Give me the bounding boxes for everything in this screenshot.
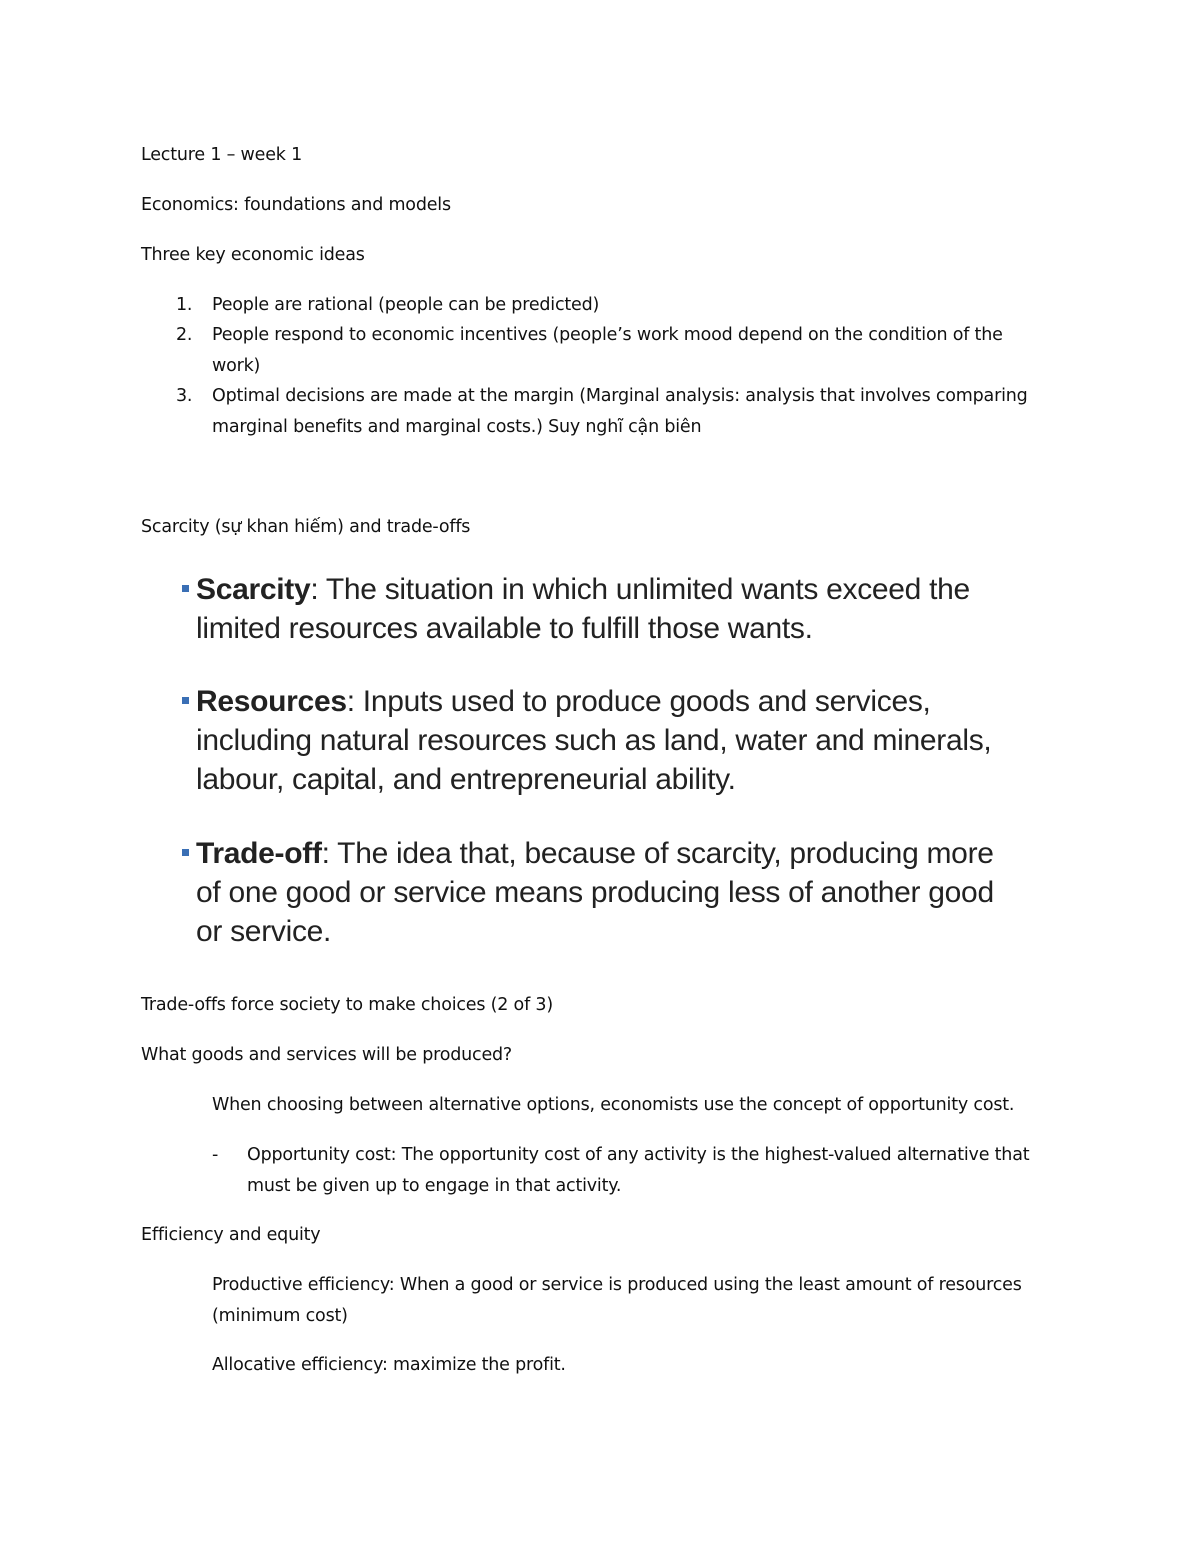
efficiency-heading: Efficiency and equity bbox=[141, 1225, 321, 1245]
slide-bullet bbox=[176, 570, 1026, 648]
slide-image bbox=[176, 560, 1036, 960]
bullet-definition: : The situation in which unlimited wants exceed the limited resources available to fulfill those wants. bbox=[196, 573, 970, 645]
bullet-square-icon bbox=[182, 697, 189, 704]
opportunity-intro: When choosing between alternative options, economists use the concept of opportunity cost. bbox=[212, 1095, 1015, 1115]
list-item bbox=[176, 381, 1056, 443]
productive-efficiency: Productive efficiency: When a good or service is produced using the least amount of resources (minimum cost) bbox=[212, 1275, 1022, 1326]
goods-question: What goods and services will be produced? bbox=[141, 1045, 513, 1065]
tradeoffs-heading: Trade-offs force society to make choices (2 of 3) bbox=[141, 995, 553, 1015]
bullet-term: Resources bbox=[196, 685, 347, 718]
list-number: 1. bbox=[176, 295, 193, 315]
slide-bullet bbox=[176, 834, 1026, 951]
dash-list-item bbox=[212, 1140, 1072, 1202]
lecture-title: Lecture 1 – week 1 bbox=[141, 145, 303, 165]
list-number: 3. bbox=[176, 386, 193, 406]
list-number: 2. bbox=[176, 325, 193, 345]
bullet-definition: : Inputs used to produce goods and services, including natural resources such as land, water and minerals, labour, capital, and entrepreneurial ability. bbox=[196, 685, 992, 796]
key-ideas-heading: Three key economic ideas bbox=[141, 245, 365, 265]
allocative-efficiency: Allocative efficiency: maximize the profit. bbox=[212, 1355, 566, 1375]
scarcity-heading: Scarcity (sự khan hiếm) and trade-offs bbox=[141, 517, 471, 537]
list-item-text: People are rational (people can be predicted) bbox=[212, 295, 600, 315]
bullet-square-icon bbox=[182, 849, 189, 856]
topic-line: Economics: foundations and models bbox=[141, 195, 451, 215]
list-item bbox=[176, 320, 1056, 382]
list-item-text: Optimal decisions are made at the margin (Marginal analysis: analysis that involves comparing marginal benefits and marginal costs.) Suy nghĩ cận biên bbox=[212, 386, 1028, 437]
slide-bullet bbox=[176, 682, 1026, 799]
bullet-term: Trade-off bbox=[196, 837, 322, 870]
list-item-text: People respond to economic incentives (people’s work mood depend on the condition of the work) bbox=[212, 325, 1003, 376]
bullet-definition: : The idea that, because of scarcity, producing more of one good or service means producing less of another good or service. bbox=[196, 837, 994, 948]
dash-marker: - bbox=[212, 1145, 219, 1165]
list-item bbox=[176, 290, 1056, 321]
bullet-term: Scarcity bbox=[196, 573, 311, 606]
opportunity-cost-text: Opportunity cost: The opportunity cost of any activity is the highest-valued alternative that must be given up to engage in that activity. bbox=[247, 1145, 1030, 1196]
bullet-square-icon bbox=[182, 585, 189, 592]
